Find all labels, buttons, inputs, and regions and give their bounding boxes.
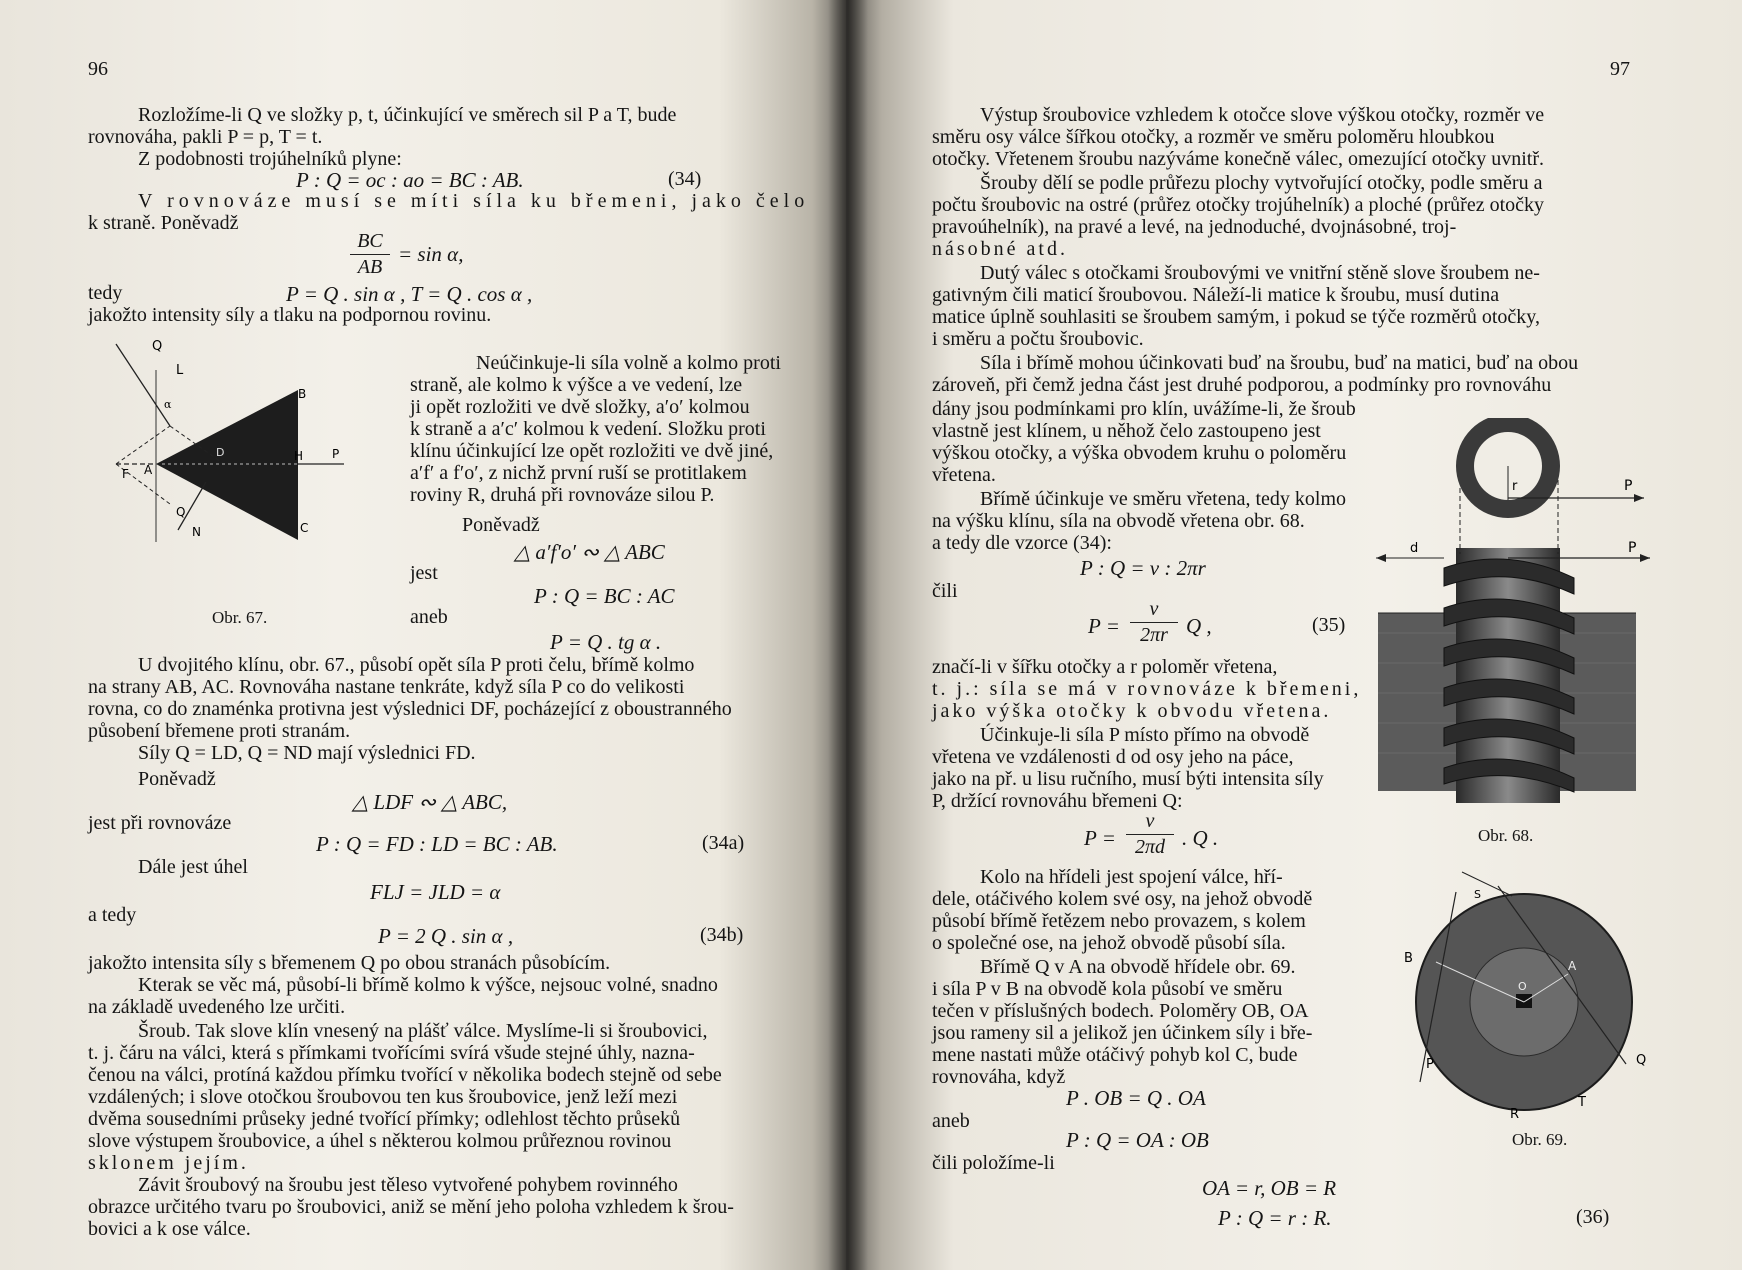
text-line: působení břemene proti stranám.: [88, 720, 351, 742]
figure-label: R: [1510, 1107, 1520, 1122]
text-line: Dutý válec s otočkami šroubovými ve vnitřní stěně slove šroubem ne-: [980, 262, 1540, 284]
figure-label: H: [294, 449, 304, 463]
equation: △ LDF ∾ △ ABC,: [352, 790, 508, 814]
figure-label: P: [1624, 478, 1633, 494]
figure-68-screw: [1332, 418, 1712, 808]
fraction-numerator: BC: [357, 230, 383, 252]
text-line: roviny R, druhá při rovnováze silou P.: [410, 484, 715, 506]
text-line: počtu šroubovic na ostré (průřez otočky trojúhelník) a ploché (průřez otočky: [932, 194, 1545, 216]
text-line: násobné atd.: [932, 238, 1068, 260]
equation-number: (34): [668, 168, 702, 190]
text-line: i síla P v B na obvodě kola působí ve směru: [932, 978, 1283, 1000]
text-line: jest: [410, 562, 438, 584]
text-line: Výstup šroubovice vzhledem k otočce slove výškou otočky, rozměr ve: [980, 104, 1545, 126]
text-line: na základě uvedeného lze určiti.: [88, 996, 346, 1018]
text-line: Účinkuje-li síla P místo přímo na obvodě: [980, 724, 1310, 746]
figure-label: S: [1474, 888, 1481, 901]
figure-67-wedge-diagram: [86, 332, 366, 552]
equation: P : Q = FD : LD = BC : AB.: [316, 832, 558, 856]
text-line: Břímě účinkuje ve směru vřetena, tedy kolmo: [980, 488, 1347, 510]
equation: OA = r, OB = R: [1202, 1176, 1337, 1200]
figure-label: C: [300, 521, 309, 535]
text-line: klínu účinkující lze opět rozložiti ve dvě jiné,: [410, 440, 774, 462]
text-line: sklonem jejím.: [88, 1152, 249, 1174]
figure-caption: Obr. 69.: [1512, 1130, 1568, 1149]
text-line: dány jsou podmínkami pro klín, uvážíme-li, že šroub: [932, 398, 1356, 420]
text-line: vřetena ve vzdálenosti d od osy jeho na páce,: [932, 746, 1294, 768]
fraction-denominator: 2πr: [1140, 624, 1168, 646]
text-line: čili: [932, 580, 958, 602]
figure-label: P: [1426, 1057, 1434, 1072]
equation-number: (36): [1576, 1206, 1610, 1228]
fraction-bar: [1126, 834, 1174, 835]
text-line: V rovnováze musí se míti síla ku břemeni, jako čelo: [138, 190, 810, 212]
fraction-denominator: AB: [357, 256, 383, 278]
text-line: aneb: [932, 1110, 970, 1132]
text-line: jsou rameny sil a jelikož jen účinkem síly i bře-: [932, 1022, 1313, 1044]
figure-label: P: [332, 447, 340, 461]
text-line: Břímě Q v A na obvodě hřídele obr. 69.: [980, 956, 1296, 978]
text-line: jakožto intensita síly s břemenem Q po obou stranách působícím.: [88, 952, 611, 974]
text-line: jako výška otočky k obvodu vřetena.: [932, 700, 1332, 722]
equation: P = Q . sin α , T = Q . cos α ,: [286, 282, 533, 306]
text-line: rovna, co do znaménka protivna jest výslednici DF, pocházející z oboustranného: [88, 698, 732, 720]
text-line: na výšku klínu, síla na obvodě vřetena obr. 68.: [932, 510, 1305, 532]
text-line: Síly Q = LD, Q = ND mají výslednici FD.: [138, 742, 476, 764]
text-line: t. j.: síla se má v rovnováze k břemeni,: [932, 678, 1362, 700]
text-line: jest při rovnováze: [88, 812, 232, 834]
figure-label: B: [1404, 951, 1413, 966]
left-page: [0, 0, 846, 1270]
text-line: vzdálených; i slove otočkou šroubovou ten kus šroubovice, jenž leží mezi: [88, 1086, 678, 1108]
equation: P =: [1084, 826, 1116, 850]
text-line: Neúčinkuje-li síla volně a kolmo proti: [476, 352, 781, 374]
figure-label: P: [1628, 540, 1637, 556]
text-line: matice úplně souhlasiti se šroubem samým, i pokud se týče rozměrů otočky,: [932, 306, 1541, 328]
page-number: 96: [88, 58, 108, 80]
equation: P : Q = v : 2πr: [1080, 556, 1206, 580]
figure-label: Q: [152, 339, 163, 354]
equation: P : Q = r : R.: [1218, 1206, 1332, 1230]
text-line: směru osy válce šířkou otočky, a rozměr ve směru poloměru hloubkou: [932, 126, 1495, 148]
page-number: 97: [1610, 58, 1630, 80]
equation: = sin α,: [398, 242, 464, 266]
text-line: k straně. Poněvadž: [88, 212, 239, 234]
figure-label: A: [1568, 959, 1577, 973]
text-line: tedy: [88, 282, 123, 304]
equation: P . OB = Q . OA: [1066, 1086, 1206, 1110]
figure-caption: Obr. 67.: [212, 608, 268, 627]
text-line: rovnováha, když: [932, 1066, 1066, 1088]
book-gutter-shadow: [828, 0, 868, 1270]
text-line: otočky. Vřetenem šroubu nazýváme konečně válec, omezující otočky uvnitř.: [932, 148, 1545, 170]
text-line: jakožto intensity síly a tlaku na podpornou rovinu.: [88, 304, 492, 326]
text-line: t. j. čáru na válci, která s přímkami tvořícími svírá všude stejné úhly, nazna-: [88, 1042, 695, 1064]
text-line: i směru a počtu šroubovic.: [932, 328, 1144, 350]
text-line: P, držící rovnováhu břemeni Q:: [932, 790, 1183, 812]
figure-label: r: [1512, 479, 1518, 494]
equation-number: (34b): [700, 924, 744, 946]
text-line: pravoúhelník), na pravé a levé, na jednoduché, dvojnásobné, troj-: [932, 216, 1457, 238]
equation: △ a′f′o′ ∾ △ ABC: [514, 540, 665, 564]
equation: Q ,: [1186, 614, 1212, 638]
figure-label: d: [1410, 541, 1419, 556]
text-line: a tedy dle vzorce (34):: [932, 532, 1112, 554]
figure-label: D: [216, 446, 225, 459]
equation: P : Q = BC : AC: [534, 584, 675, 608]
figure-label: L: [176, 363, 184, 378]
text-line: bovici a k ose válce.: [88, 1218, 251, 1240]
fraction-numerator: v: [1149, 598, 1159, 620]
text-line: k straně a a′c′ kolmou k vedení. Složku proti: [410, 418, 766, 440]
text-line: Rozložíme-li Q ve složky p, t, účinkující ve směrech sil P a T, bude: [138, 104, 677, 126]
text-line: značí-li v šířku otočky a r poloměr vřetena,: [932, 656, 1278, 678]
text-line: straně, ale kolmo k výšce a ve vedení, lze: [410, 374, 743, 396]
text-line: slove výstupem šroubovice, a úhel s některou kolmou průřeznou rovinou: [88, 1130, 672, 1152]
figure-caption: Obr. 68.: [1478, 826, 1534, 845]
text-line: působí břímě řetězem nebo provazem, s kolem: [932, 910, 1306, 932]
fraction-numerator: v: [1145, 810, 1155, 832]
text-line: tečen v příslušných bodech. Poloměry OB, OA: [932, 1000, 1309, 1022]
figure-label: F: [122, 467, 129, 481]
text-line: na strany AB, AC. Rovnováha nastane tenkráte, když síla P co do velikosti: [88, 676, 685, 698]
figure-69-wheel-axle: [1392, 866, 1662, 1126]
fraction-bar: [1130, 622, 1178, 623]
equation: P = 2 Q . sin α ,: [378, 924, 514, 948]
text-line: a tedy: [88, 904, 137, 926]
equation: P : Q = oc : ao = BC : AB.: [296, 168, 524, 192]
text-line: Poněvadž: [462, 514, 540, 536]
text-line: gativným čili maticí šroubovou. Náleží-li matice k šroubu, musí dutina: [932, 284, 1500, 306]
text-line: dele, otáčivého kolem své osy, na jehož obvodě: [932, 888, 1313, 910]
text-line: dvěma sousedními průseky jedné tvořící přímky; odlehlost těchto průseků: [88, 1108, 681, 1130]
text-line: U dvojitého klínu, obr. 67., působí opět síla P proti čelu, břímě kolmo: [138, 654, 695, 676]
equation-number: (34a): [702, 832, 745, 854]
text-line: Síla i břímě mohou účinkovati buď na šroubu, buď na matici, buď na obou: [980, 352, 1579, 374]
fraction-bar: [350, 254, 390, 255]
equation: . Q .: [1182, 826, 1219, 850]
text-line: obrazce určitého tvaru po šroubovici, aniž se mění jeho poloha vzhledem k šrou-: [88, 1196, 734, 1218]
right-page: [846, 0, 1742, 1270]
text-line: a′f′ a f′o′, z nichž první ruší se protitlakem: [410, 462, 747, 484]
figure-label: O: [1518, 980, 1527, 993]
fraction-denominator: 2πd: [1134, 836, 1166, 858]
figure-label: A: [144, 463, 153, 477]
text-line: čili položíme-li: [932, 1152, 1055, 1174]
figure-label: N: [192, 525, 201, 539]
text-line: jako na př. u lisu ručního, musí býti intensita síly: [932, 768, 1324, 790]
figure-label: Q: [1636, 1053, 1647, 1068]
text-line: Kterak se věc má, působí-li břímě kolmo k výšce, nejsouc volné, snadno: [138, 974, 718, 996]
equation: P =: [1088, 614, 1120, 638]
figure-label: Q: [176, 505, 186, 519]
text-line: rovnováha, pakli P = p, T = t.: [88, 126, 323, 148]
text-line: Z podobnosti trojúhelníků plyne:: [138, 148, 402, 170]
figure-label: B: [298, 387, 307, 401]
text-line: ji opět rozložiti ve dvě složky, a′o′ kolmou: [410, 396, 750, 418]
text-line: čenou na válci, protíná každou přímku tvořící v několika bodech stejně od sebe: [88, 1064, 722, 1086]
text-line: o společné ose, na jehož obvodě působí síla.: [932, 932, 1286, 954]
text-line: zároveň, při čemž jedna část jest druhé podporou, a podmínky pro rovnováhu: [932, 374, 1552, 396]
text-line: Dále jest úhel: [138, 856, 248, 878]
equation-number: (35): [1312, 614, 1346, 636]
text-line: Poněvadž: [138, 768, 216, 790]
equation: FLJ = JLD = α: [370, 880, 501, 904]
text-line: vlastně jest klínem, u něhož čelo zastoupeno jest: [932, 420, 1321, 442]
text-line: vřetena.: [932, 464, 996, 486]
text-line: Kolo na hřídeli jest spojení válce, hří-: [980, 866, 1283, 888]
text-line: výškou otočky, a výška obvodem kruhu o poloměru: [932, 442, 1347, 464]
text-line: aneb: [410, 606, 448, 628]
figure-label: α: [164, 398, 172, 411]
text-line: Závit šroubový na šroubu jest těleso vytvořené pohybem rovinného: [138, 1174, 678, 1196]
text-line: mene nastati může otáčivý pohyb kol C, bude: [932, 1044, 1298, 1066]
figure-label: T: [1578, 1095, 1586, 1110]
text-line: Šroub. Tak slove klín vnesený na plášť válce. Myslíme-li si šroubovici,: [138, 1020, 708, 1042]
text-line: Šrouby dělí se podle průřezu plochy vytvořující otočky, podle směru a: [980, 172, 1543, 194]
equation: P : Q = OA : OB: [1066, 1128, 1209, 1152]
equation: P = Q . tg α .: [550, 630, 662, 654]
